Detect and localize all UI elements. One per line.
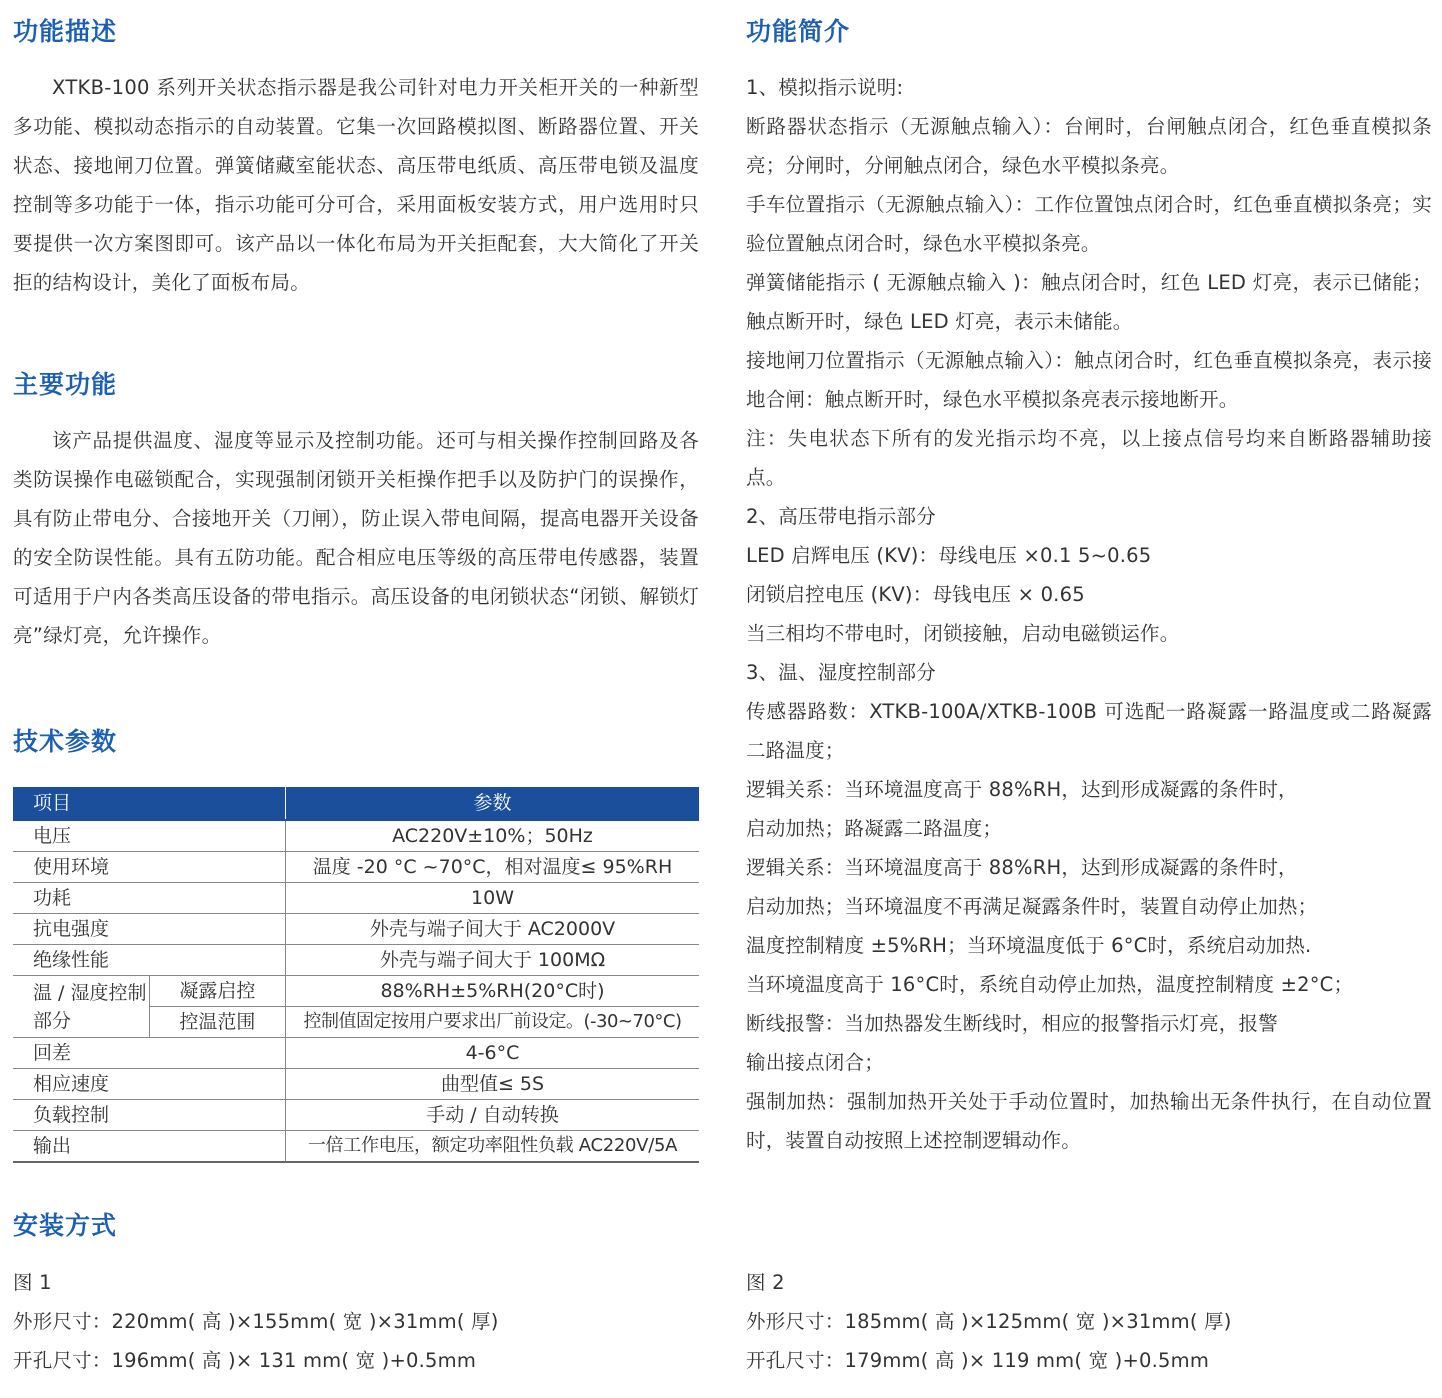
table-row: [13, 945, 699, 976]
spec-table: [13, 787, 699, 1163]
table-cell-subitem: 凝露启控: [149, 976, 285, 1007]
table-row: [13, 1100, 699, 1131]
table-row: [13, 1131, 699, 1163]
table-cell-value: 手动 / 自动转换: [286, 1100, 700, 1131]
intro-line: 当环境温度高于 16°C时，系统自动停止加热，温度控制精度 ±2°C；: [746, 973, 1354, 996]
table-cell-value: 88%RH±5%RH(20°C时): [286, 976, 700, 1007]
table-cell-value: 控制值固定按用户要求出厂前设定。(-30~70°C): [286, 1007, 700, 1038]
intro-line: 传感器路数：XTKB-100A/XTKB-100B 可选配一路凝露一路温度或二路凝露二路温度；: [746, 700, 1432, 762]
intro-line: 启动加热；当环境温度不再满足凝露条件时，装置自动停止加热；: [746, 895, 1318, 918]
table-row: [13, 820, 699, 852]
table-row: [13, 1038, 699, 1069]
table-cell-item: 输出: [13, 1131, 286, 1163]
intro-line: 手车位置指示（无源触点输入）：工作位置蚀点闭合时，红色垂直横拟条亮；实验位置触点闭合时，绿色水平模拟条亮。: [746, 193, 1432, 255]
fig1-cutout-size: 开孔尺寸：196mm( 高 )× 131 mm( 宽 )+0.5mm: [13, 1349, 477, 1372]
table-cell-item: 负载控制: [13, 1100, 286, 1131]
table-header-item: 项目: [13, 787, 286, 820]
table-cell-value: 曲型值≤ 5S: [286, 1069, 700, 1100]
table-cell-subitem: 控温范围: [149, 1007, 285, 1038]
intro-line: 逻辑关系：当环境温度高于 88%RH，达到形成凝露的条件时，: [746, 856, 1298, 879]
intro-line: 弹簧储能指示 ( 无源触点输入 )：触点闭合时，红色 LED 灯亮，表示已储能；触点断开时，绿色 LED 灯亮，表示未储能。: [746, 271, 1432, 333]
table-cell-item: 相应速度: [13, 1069, 286, 1100]
intro-line: 注：失电状态下所有的发光指示均不亮，以上接点信号均来自断路器辅助接点。: [746, 427, 1432, 489]
table-row: [13, 1069, 699, 1100]
section-title-intro: 功能简介: [746, 17, 851, 46]
table-cell-item: 功耗: [13, 883, 286, 914]
table-cell-value: 一倍工作电压，额定功率阻性负载 AC220V/5A: [286, 1131, 700, 1163]
table-cell-item: 回差: [13, 1038, 286, 1069]
table-header-row: [13, 787, 699, 820]
description-paragraph: XTKB-100 系列开关状态指示器是我公司针对电力开关柜开关的一种新型多功能、模拟动态指示的自动装置。它集一次回路模拟图、断路器位置、开关状态、接地闸刀位置。弹簧储藏室能状态、高压带电纸质、高压带电锁及温度控制等多功能于一体，指示功能可分可合，采用面板安装方式，用户选用时只要提供一次方案图即可。该产品以一体化布局为开关拒配套，大大简化了开关拒的结构设计，美化了面板布局。: [13, 76, 699, 294]
table-cell-value: 外壳与端子间大于 AC2000V: [286, 914, 700, 945]
table-row: [13, 883, 699, 914]
fig1-label: 图 1: [13, 1271, 52, 1294]
table-header-value: 参数: [286, 787, 700, 820]
section-title-tech-params: 技术参数: [13, 727, 118, 756]
intro-line: 1、模拟指示说明:: [746, 76, 904, 99]
table-cell-group: 温 / 湿度控制部分: [13, 976, 149, 1038]
table-cell-value: 温度 -20 °C ~70°C，相对温度≤ 95%RH: [286, 852, 700, 883]
table-cell-item: 使用环境: [13, 852, 286, 883]
fig2-cutout-size: 开孔尺寸：179mm( 高 )× 119 mm( 宽 )+0.5mm: [746, 1349, 1210, 1372]
table-row: [13, 852, 699, 883]
table-cell-value: 4-6°C: [286, 1038, 700, 1069]
section-title-main-functions: 主要功能: [13, 370, 118, 399]
intro-line: LED 启辉电压 (KV)：母线电压 ×0.1 5~0.65: [746, 544, 1152, 567]
table-cell-item: 抗电强度: [13, 914, 286, 945]
intro-line: 3、温、湿度控制部分: [746, 661, 936, 684]
intro-line: 输出接点闭合；: [746, 1051, 884, 1074]
table-cell-value: AC220V±10%；50Hz: [286, 820, 700, 852]
intro-line: 逻辑关系：当环境温度高于 88%RH，达到形成凝露的条件时，: [746, 778, 1298, 801]
fig2-outer-size: 外形尺寸：185mm( 高 )×125mm( 宽 )×31mm( 厚): [746, 1310, 1232, 1333]
intro-line: 2、高压带电指示部分: [746, 505, 936, 528]
table-cell-item: 电压: [13, 820, 286, 852]
fig2-label: 图 2: [746, 1271, 785, 1294]
table-row: [13, 976, 699, 1007]
intro-line: 强制加热：强制加热开关处于手动位置时，加热输出无条件执行，在自动位置时，装置自动按照上述控制逻辑动作。: [746, 1090, 1432, 1152]
intro-content: [746, 68, 1432, 1160]
intro-line: 当三相均不带电时，闭锁接触，启动电磁锁运作。: [746, 622, 1180, 645]
intro-line: 接地闸刀位置指示（无源触点输入）：触点闭合时，红色垂直模拟条亮，表示接地合闸：触点断开时，绿色水平模拟条亮表示接地断开。: [746, 349, 1432, 411]
section-title-installation: 安装方式: [13, 1211, 118, 1240]
section-title-description: 功能描述: [13, 17, 118, 46]
intro-line: 温度控制精度 ±5%RH；当环境温度低于 6°C时，系统启动加热.: [746, 934, 1312, 957]
fig1-outer-size: 外形尺寸：220mm( 高 )×155mm( 宽 )×31mm( 厚): [13, 1310, 499, 1333]
table-row: [13, 914, 699, 945]
table-cell-item: 绝缘性能: [13, 945, 286, 976]
intro-line: 闭锁启控电压 (KV)：母钱电压 × 0.65: [746, 583, 1085, 606]
intro-line: 启动加热；路凝露二路温度；: [746, 817, 1003, 840]
intro-line: 断线报警：当加热器发生断线时，相应的报警指示灯亮，报警: [746, 1012, 1278, 1035]
intro-line: 断路器状态指示（无源触点输入）：台闸时，台闸触点闭合，红色垂直模拟条亮；分闸时，分闸触点闭合，绿色水平模拟条亮。: [746, 115, 1432, 177]
table-cell-value: 10W: [286, 883, 700, 914]
main-functions-paragraph: 该产品提供温度、湿度等显示及控制功能。还可与相关操作控制回路及各类防误操作电磁锁配合，实现强制闭锁开关柜操作把手以及防护门的误操作，具有防止带电分、合接地开关（刀闸），防止误入带电间隔，提高电器开关设备的安全防误性能。具有五防功能。配合相应电压等级的高压带电传感器，装置可适用于户内各类高压设备的带电指示。高压设备的电闭锁状态“闭锁、解锁灯亮”绿灯亮，允许操作。: [13, 429, 699, 647]
table-cell-value: 外壳与端子间大于 100MΩ: [286, 945, 700, 976]
